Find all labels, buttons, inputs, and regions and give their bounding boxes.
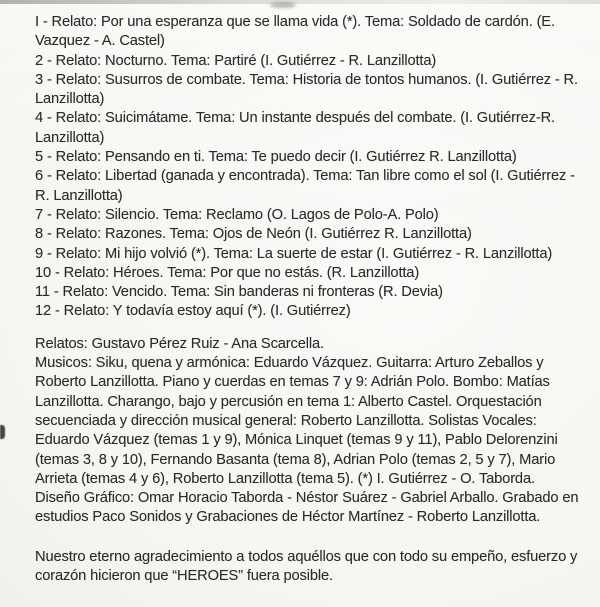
track-line: 2 - Relato: Nocturno. Tema: Partiré (I. Gutiérrez - R. Lanzillotta) [35,52,437,69]
credits-line: Eduardo Vázquez (temas 1 y 9), Mónica Linquet (temas 9 y 11), Pablo Delorenzini [35,432,558,449]
track-line: 4 - Relato: Suicimátame. Tema: Un instante después del combate. (I. Gutiérrez-R. [35,110,555,127]
credits-paragraph [35,335,579,528]
credits-line: Musicos: Siku, quena y armónica: Eduardo Vázquez. Guitarra: Arturo Zeballos y [35,355,544,372]
track-line: 6 - Relato: Libertad (ganada y encontrada). Tema: Tan libre como el sol (I. Gutiérrez - [35,168,575,185]
acknowledgment-line: Nuestro eterno agradecimiento a todos aquéllos que con todo su empeño, esfuerzo y [35,548,578,565]
track-line: R. Lanzillotta) [35,187,123,204]
credits-line: secuenciada y dirección musical general: Roberto Lanzillotta. Solistas Vocales: [35,412,537,429]
credits-line: Relatos: Gustavo Pérez Ruiz - Ana Scarcella. [35,335,324,352]
credits-line: Roberto Lanzillotta. Piano y cuerdas en temas 7 y 9: Adrián Polo. Bombo: Matías [35,374,550,391]
credits-line: Diseño Gráfico: Omar Horacio Taborda - Néstor Suárez - Gabriel Arballo. Grabado en [35,490,579,507]
credits-line: estudios Paco Sonidos y Grabaciones de Héctor Martínez - Roberto Lanzillotta. [35,509,541,526]
track-line: I - Relato: Por una esperanza que se llama vida (*). Tema: Soldado de cardón. (E. [35,14,555,30]
track-line: 5 - Relato: Pensando en ti. Tema: Te puedo decir (I. Gutiérrez R. Lanzillotta) [35,149,517,166]
track-line: 8 - Relato: Razones. Tema: Ojos de Neón (I. Gutiérrez R. Lanzillotta) [35,226,472,243]
track-list [35,13,578,322]
track-line: Lanzillotta) [35,91,105,108]
credits-line: Arrieta (temas 4 y 6), Roberto Lanzillotta (tema 5). (*) I. Gutiérrez - O. Taborda. [35,470,535,487]
track-line: Lanzillotta) [35,129,105,146]
track-line: 9 - Relato: Mi hijo volvió (*). Tema: La suerte de estar (I. Gutiérrez - R. Lanzillotta) [35,245,553,262]
acknowledgment-line: corazón hicieron que “HEROES” fuera posible. [35,568,333,585]
track-line: 3 - Relato: Susurros de combate. Tema: Historia de tontos humanos. (I. Gutiérrez - R. [35,71,578,88]
credits-line: Lanzillotta. Charango, bajo y percusión en tema 1: Alberto Castel. Orquestación [35,393,542,410]
credits-line: (temas 3, 8 y 10), Fernando Basanta (tema 8), Adrian Polo (temas 2, 5 y 7), Mario [35,451,556,468]
track-line: 10 - Relato: Héroes. Tema: Por que no estás. (R. Lanzillotta) [35,264,420,281]
track-line: Vazquez - A. Castel) [35,33,165,50]
track-line: 12 - Relato: Y todavía estoy aquí (*). (I. Gutiérrez) [35,303,351,320]
track-line: 11 - Relato: Vencido. Tema: Sin banderas ni fronteras (R. Devia) [35,284,443,301]
track-line: 7 - Relato: Silencio. Tema: Reclamo (O. Lagos de Polo-A. Polo) [35,206,439,223]
acknowledgment-paragraph [35,548,578,587]
